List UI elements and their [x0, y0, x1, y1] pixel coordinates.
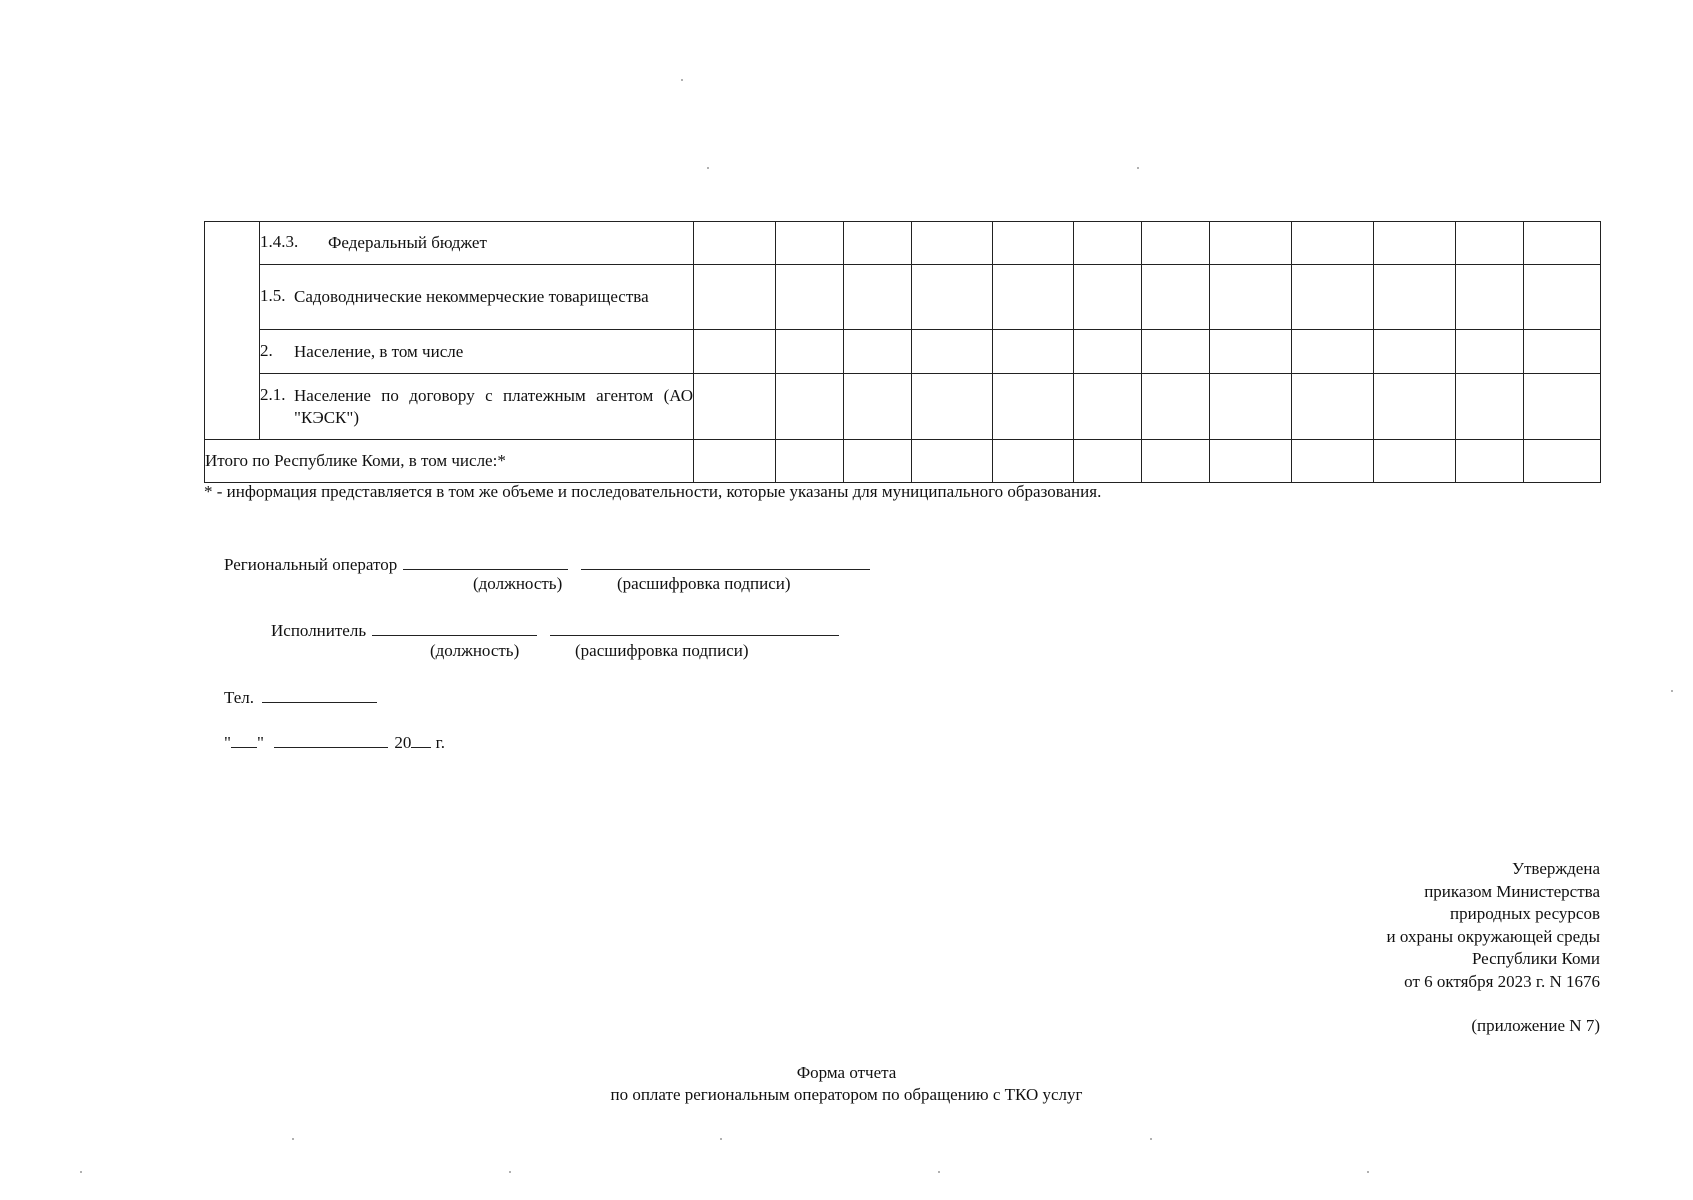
operator-position-blank[interactable]: [403, 553, 568, 570]
executor-position-caption: (должность): [430, 641, 520, 660]
scan-speck: [292, 1138, 294, 1140]
scan-speck: [509, 1171, 511, 1173]
table-row: [205, 330, 1601, 374]
row-label-cell: [260, 330, 694, 374]
operator-decoding-blank[interactable]: [581, 553, 870, 570]
row-label-cell: [260, 222, 694, 265]
scan-speck: [1367, 1171, 1369, 1173]
date-line: [224, 731, 445, 753]
executor-signature-line: [271, 619, 839, 641]
date-suffix: г.: [435, 733, 445, 752]
phone-label: Тел.: [224, 688, 255, 707]
row-text: Садоводнические некоммерческие товарищества: [294, 287, 649, 306]
footnote: * - информация представляется в том же объеме и последовательности, которые указаны для муниципального образования.: [204, 482, 1102, 501]
operator-label: Региональный оператор: [224, 555, 398, 574]
executor-decoding-blank[interactable]: [550, 619, 839, 636]
total-label: Итого по Республике Коми, в том числе:*: [205, 440, 694, 483]
row-number: 1.5.: [260, 286, 286, 305]
scan-speck: [1137, 167, 1139, 169]
scan-speck: [938, 1171, 940, 1173]
executor-decoding-caption: (расшифровка подписи): [575, 641, 749, 660]
table-row-total: [205, 440, 1601, 483]
approval-line: Республики Коми: [1471, 949, 1600, 968]
row-number: 2.: [260, 340, 273, 360]
scan-speck: [80, 1171, 82, 1173]
date-year-blank[interactable]: [411, 731, 431, 748]
row-label-cell: [260, 265, 694, 330]
scan-speck: [681, 79, 683, 81]
report-table: [204, 221, 1601, 483]
operator-decoding-caption: (расшифровка подписи): [617, 574, 791, 593]
date-year-prefix: 20: [394, 733, 412, 752]
operator-signature-line: [224, 553, 870, 575]
row-label-cell: [260, 374, 694, 440]
scan-speck: [1150, 1138, 1152, 1140]
row-text: Население по договору с платежным агентом (АО "КЭСК"): [294, 385, 693, 427]
scan-speck: [707, 167, 709, 169]
date-quote-open: ": [224, 733, 231, 752]
approval-line: приказом Министерства: [1424, 881, 1600, 901]
executor-position-blank[interactable]: [372, 619, 537, 636]
table-row: [205, 374, 1601, 440]
approval-block: [1387, 858, 1600, 993]
row-text: Федеральный бюджет: [328, 233, 487, 252]
form-title-line1: Форма отчета: [796, 1063, 897, 1082]
row-number: 1.4.3.: [260, 232, 299, 251]
table-cell-empty-left: [205, 222, 260, 440]
date-quote-close: ": [256, 733, 264, 752]
executor-label: Исполнитель: [271, 621, 367, 640]
date-month-blank[interactable]: [274, 731, 388, 748]
operator-position-caption: (должность): [473, 574, 563, 593]
form-title: [0, 1062, 1693, 1106]
table-row: [205, 222, 1601, 265]
scan-speck: [720, 1138, 722, 1140]
row-number: 2.1.: [260, 384, 286, 404]
approval-line: Утверждена: [1511, 859, 1600, 878]
date-day-blank[interactable]: [231, 731, 257, 748]
phone-line: [224, 686, 377, 708]
approval-line: и охраны окружающей среды: [1386, 926, 1600, 946]
table-row: [205, 265, 1601, 330]
appendix-label: (приложение N 7): [1471, 1016, 1600, 1035]
form-title-line2: по оплате региональным оператором по обращению с ТКО услуг: [610, 1085, 1083, 1104]
approval-line: природных ресурсов: [1450, 904, 1600, 923]
row-text: Население, в том числе: [294, 341, 464, 361]
scan-speck: [1671, 690, 1673, 692]
phone-blank[interactable]: [262, 686, 377, 703]
approval-line: от 6 октября 2023 г. N 1676: [1404, 971, 1600, 991]
